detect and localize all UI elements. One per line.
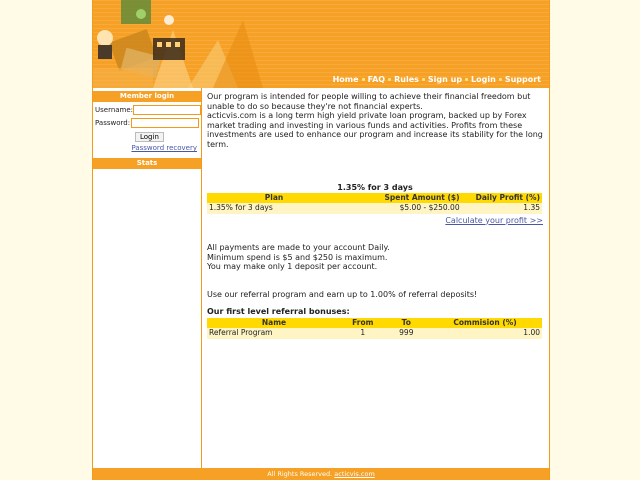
- login-button[interactable]: Login: [135, 132, 164, 142]
- member-login-title: Member login: [93, 91, 201, 102]
- referral-header-to: To: [385, 318, 429, 328]
- plan-cell: 1.35: [462, 203, 542, 214]
- plan-cell: 1.35% for 3 days: [207, 203, 341, 214]
- intro-text: [207, 92, 543, 149]
- login-form: [93, 102, 201, 152]
- referral-cell: 1: [341, 328, 385, 339]
- password-label: Password:: [95, 119, 131, 127]
- nav-login[interactable]: Login: [471, 75, 496, 84]
- plan-header-plan: Plan: [207, 193, 341, 203]
- calculate-profit-link[interactable]: Calculate your profit >>: [445, 215, 543, 225]
- referral-table: [207, 318, 542, 339]
- plan-title: 1.35% for 3 days: [337, 183, 413, 192]
- nav-separator: [422, 78, 425, 81]
- nav-support[interactable]: Support: [504, 75, 541, 84]
- stats-title: Stats: [93, 158, 201, 169]
- header: [93, 0, 549, 88]
- nav-separator: [465, 78, 468, 81]
- nav-faq[interactable]: FAQ: [367, 75, 386, 84]
- payment-notes: [207, 243, 543, 272]
- main-nav: [333, 75, 541, 84]
- nav-home[interactable]: Home: [332, 75, 359, 84]
- footer-text: All Rights Reserved.: [267, 470, 333, 478]
- note-line: Minimum spend is $5 and $250 is maximum.: [207, 252, 388, 262]
- note-line: You may make only 1 deposit per account.: [207, 262, 378, 271]
- password-input[interactable]: [131, 118, 199, 128]
- main-content: [207, 92, 543, 339]
- referral-header-name: Name: [207, 318, 341, 328]
- page-container: [92, 0, 550, 480]
- plan-table: [207, 193, 542, 214]
- intro-paragraph-2: acticvis.com is a long term high yield private loan program, backed up by Forex market trading and investing in various funds and activities. Profits from these investments are used to enhance our program and increase its stability for the long term.: [207, 111, 543, 149]
- username-input[interactable]: [133, 105, 201, 115]
- sidebar: [93, 88, 202, 468]
- plan-cell: $5.00 - $250.00: [341, 203, 462, 214]
- intro-paragraph-1: Our program is intended for people willing to achieve their financial freedom but unable to do so because they're not financial experts.: [207, 92, 531, 111]
- referral-cell: 999: [385, 328, 429, 339]
- table-row: [207, 328, 542, 339]
- referral-text: Use our referral program and earn up to 1.00% of referral deposits!: [207, 289, 478, 299]
- footer: [93, 468, 549, 480]
- referral-header-from: From: [341, 318, 385, 328]
- referral-header-commission: Commision (%): [428, 318, 542, 328]
- nav-rules[interactable]: Rules: [394, 75, 419, 84]
- referral-cell: Referral Program: [207, 328, 341, 339]
- referral-cell: 1.00: [428, 328, 542, 339]
- nav-signup[interactable]: Sign up: [427, 75, 463, 84]
- referral-title: Our first level referral bonuses:: [207, 307, 350, 316]
- table-row: [207, 203, 542, 214]
- footer-link[interactable]: acticvis.com: [334, 470, 375, 478]
- plan-header-profit: Daily Profit (%): [462, 193, 542, 203]
- nav-separator: [499, 78, 502, 81]
- password-recovery-link[interactable]: Password recovery: [131, 144, 197, 152]
- username-label: Username:: [95, 106, 134, 114]
- nav-separator: [388, 78, 391, 81]
- nav-separator: [362, 78, 365, 81]
- note-line: All payments are made to your account Daily.: [207, 243, 390, 252]
- plan-header-amount: Spent Amount ($): [341, 193, 462, 203]
- banner-collage-icon: [93, 0, 263, 88]
